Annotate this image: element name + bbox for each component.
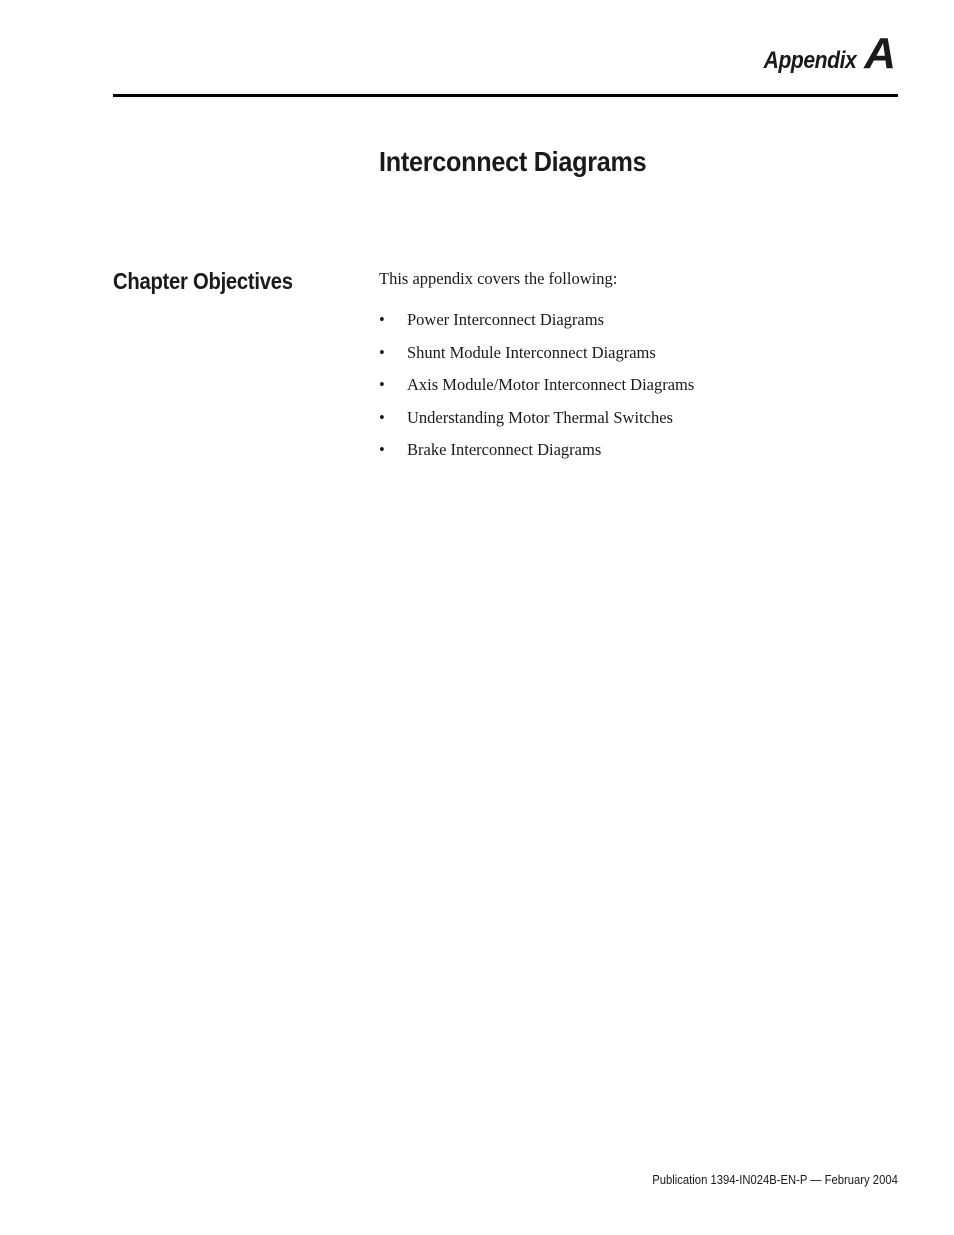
appendix-label: Appendix [763,47,857,74]
bullet-icon: • [379,310,385,329]
list-item [379,310,694,343]
bullet-icon: • [379,375,385,395]
appendix-letter: A [864,29,896,78]
header-rule [113,94,898,97]
list-item [379,440,694,473]
list-item-label: Shunt Module Interconnect Diagrams [407,342,656,362]
list-item-label: Understanding Motor Thermal Switches [407,407,673,427]
bullet-icon: • [379,440,385,460]
list-item [379,408,694,441]
list-item-label: Axis Module/Motor Interconnect Diagrams [407,375,695,395]
page-title: Interconnect Diagrams [379,146,647,177]
appendix-header [751,29,896,78]
bullet-icon: • [379,407,385,427]
list-item-label: Power Interconnect Diagrams [407,310,605,329]
publication-footer: Publication 1394-IN024B-EN-P — February 2004 [652,1173,898,1187]
section-heading: Chapter Objectives [113,268,293,294]
list-item [379,375,694,408]
list-item-label: Brake Interconnect Diagrams [407,440,602,460]
list-item [379,343,694,376]
objective-list [379,310,694,473]
bullet-icon: • [379,342,385,362]
intro-text: This appendix covers the following: [379,269,618,288]
